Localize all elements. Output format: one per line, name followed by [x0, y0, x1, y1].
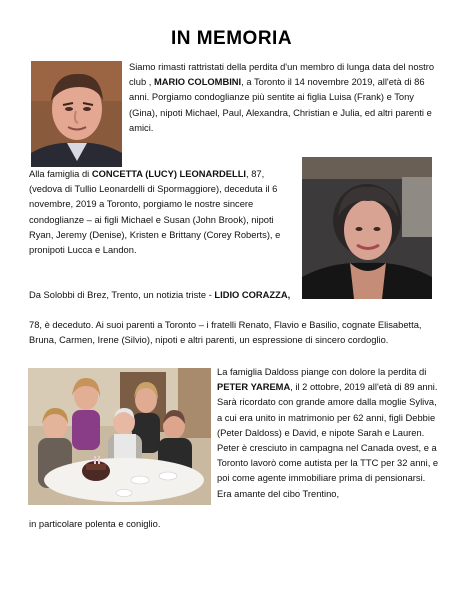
entry-corazza [29, 288, 301, 303]
entry-leonardelli-name: CONCETTA (LUCY) LEONARDELLI [91, 169, 247, 179]
entry-colombini-name: MARIO COLOMBINI [153, 77, 242, 88]
entry-leonardelli-text-before: Alla famiglia di [29, 169, 92, 179]
entry-yarema-name: PETER YAREMA [217, 382, 291, 393]
entry-yarema-text-after: , il 2 ottobre, 2019 all'età di 89 anni. Sarà ricordato con grande amore dalla moglie Syliva, a cui era unito in matrimonio per 62 anni, figli Debbie (Peter Daldoss) e David, e nipote Sarah e Lauren. Peter è cresciuto in campagna nel Canada ovest, e a Toronto lavorò come autista per la TTC per 32 anni, e poi come agente immobiliare prima di pensionarsi. Era amante del cibo Trentino, [217, 382, 439, 499]
entry-yarema [217, 365, 439, 502]
photo-peter-yarema-family [28, 368, 211, 505]
entry-corazza-continued [29, 318, 447, 348]
entry-leonardelli-text-after: , 87, (vedova di Tullio Leonardelli di Spormaggiore), deceduta il 6 novembre, 2019 a Toronto, porgiamo le nostre sincere condoglianze – ai figli Michael e Susan (John Brook), nipoti Ryan, Jeremy (Denise), Kristen e Brittany (Corey Roberts), e pronipoti Lucca e Landon. [29, 169, 281, 256]
entry-yarema-tail [29, 517, 449, 532]
page-title: IN MEMORIA [170, 28, 293, 49]
entry-yarema-text-tail: in particolare polenta e coniglio. [29, 519, 161, 529]
entry-leonardelli [29, 167, 297, 258]
entry-colombini [129, 60, 443, 136]
entry-corazza-text-after: 78, è deceduto. Ai suoi parenti a Toronto – i fratelli Renato, Flavio e Basilio, cognate Elisabetta, Bruna, Carmen, Irene (Silvio), nipoti e altri parenti, un espressione di sincero cordoglio. [29, 320, 422, 346]
entry-corazza-text-before: Da Solobbi di Brez, Trento, un notizia triste - [29, 290, 215, 300]
entry-colombini-text-before: Siamo rimasti rattristati della perdita d'un membro di lunga data del nostro club , [129, 62, 435, 88]
entry-corazza-name: LIDIO CORAZZA, [214, 290, 291, 300]
entry-yarema-text-before: La famiglia Daldoss piange con dolore la perdita di [217, 367, 427, 377]
photo-mario-colombini [31, 61, 122, 167]
entry-colombini-text-after: , a Toronto il 14 novembre 2019, all'età di 86 anni. Porgiamo condoglianze più sentite ai figlia Luisa (Frank) e Tony (Gina), nipoti Michael, Paul, Alexandra, Christian e Julia, ed altri parenti e amici. [129, 77, 432, 133]
photo-concetta-leonardelli [302, 157, 432, 299]
